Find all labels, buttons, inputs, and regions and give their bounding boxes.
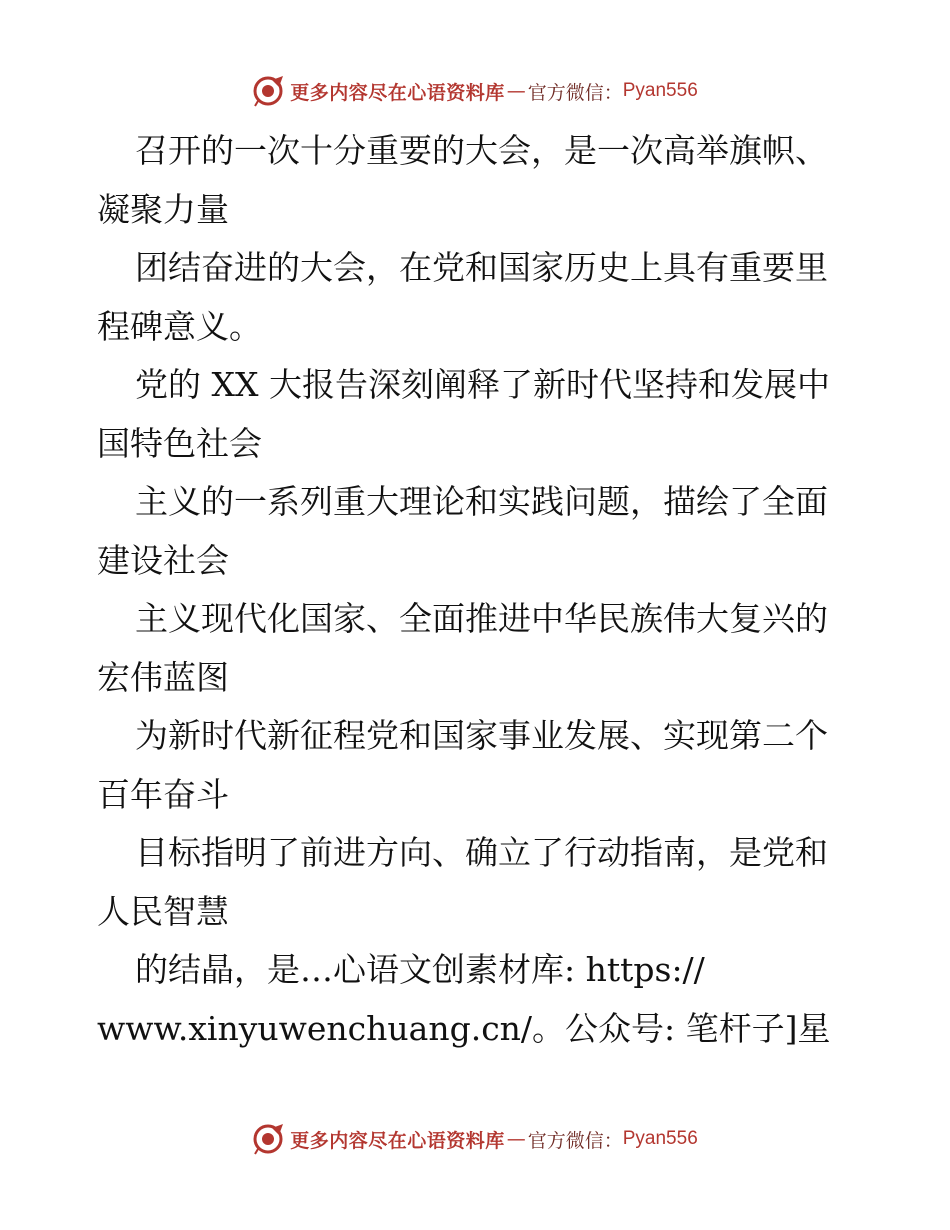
- body-text: [97, 122, 867, 1058]
- header-dash: —: [506, 80, 526, 102]
- footer-wechat-label: 官方微信：: [527, 1129, 623, 1152]
- text-line: 国特色社会: [97, 423, 262, 463]
- footer-dash: —: [506, 1128, 526, 1150]
- text-line: 目标指明了前进方向、确立了行动指南，是党和: [135, 833, 828, 872]
- text-line: www.xinyuwenchuang.cn/。公众号: 笔杆子]星: [97, 1008, 831, 1048]
- footer-wechat-id: Pyan556: [622, 1128, 698, 1149]
- text-line: 为新时代新征程党和国家事业发展、实现第二个: [135, 716, 828, 755]
- text-line: 建设社会: [97, 540, 229, 580]
- text-line: 团结奋进的大会，在党和国家历史上具有重要里: [135, 248, 828, 287]
- text-line: 宏伟蓝图: [97, 657, 229, 697]
- footer-brand-text: 更多内容尽在心语资料库: [290, 1129, 505, 1152]
- footer-watermark: [0, 1117, 950, 1161]
- text-line: 的结晶，是…心语文创素材库: https://: [135, 950, 705, 989]
- text-line: 百年奋斗: [97, 774, 229, 814]
- text-line: 凝聚力量: [97, 189, 229, 229]
- text-line: 主义的一系列重大理论和实践问题，描绘了全面: [135, 482, 828, 521]
- header-wechat-label: 官方微信：: [527, 81, 623, 104]
- text-line: 人民智慧: [97, 891, 229, 931]
- pen-logo-icon: [252, 74, 286, 108]
- text-line: 党的 XX 大报告深刻阐释了新时代坚持和发展中: [135, 365, 830, 404]
- text-line: 程碑意义。: [97, 306, 262, 346]
- text-line: 主义现代化国家、全面推进中华民族伟大复兴的: [135, 599, 828, 638]
- pen-logo-icon: [252, 1122, 286, 1156]
- header-watermark: [0, 69, 950, 113]
- text-line: 召开的一次十分重要的大会，是一次高举旗帜、: [135, 131, 828, 170]
- header-wechat-id: Pyan556: [622, 80, 698, 101]
- header-brand-text: 更多内容尽在心语资料库: [290, 81, 505, 104]
